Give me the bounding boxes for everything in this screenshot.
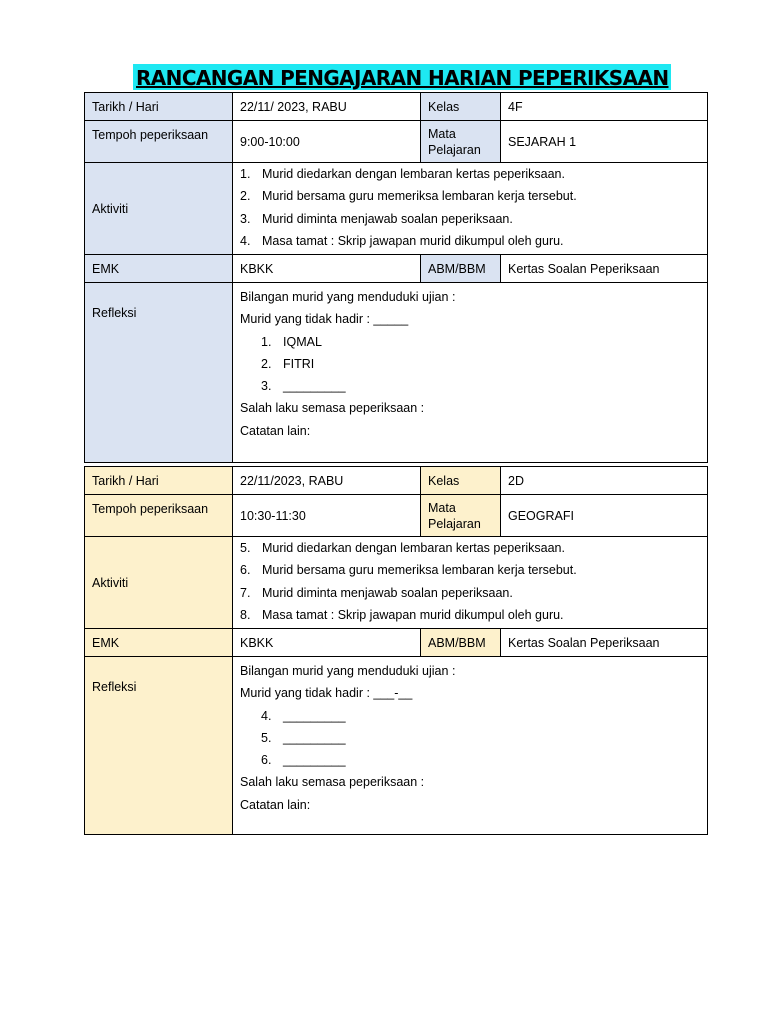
lesson-plan-table-1 [84,92,708,463]
refleksi-salah-laku: Salah laku semasa peperiksaan : [240,775,425,790]
refleksi-tidak-hadir: Murid yang tidak hadir : ___-__ [240,686,413,701]
absent-list [240,708,700,775]
list-text: Murid bersama guru memeriksa lembaran kerja tersebut. [262,189,577,204]
aktiviti-item [240,163,700,185]
value-tempoh: 9:00-10:00 [233,121,421,163]
list-number: 6. [261,753,272,768]
label-kelas: Kelas [421,93,501,121]
label-tarikh: Tarikh / Hari [85,93,233,121]
aktiviti-item [240,559,700,581]
absent-item [261,356,700,378]
absent-item [261,378,700,400]
lesson-plan-table-2 [84,466,708,835]
aktiviti-item [240,537,700,559]
absent-item [261,752,700,774]
list-text: _________ [283,708,346,723]
refleksi-catatan: Catatan lain: [240,423,311,438]
label-refleksi: Refleksi [85,657,233,835]
list-text: Murid diedarkan dengan lembaran kertas peperiksaan. [262,167,565,181]
value-tempoh: 10:30-11:30 [233,495,421,537]
list-text: _________ [283,730,346,745]
label-aktiviti: Aktiviti [85,163,233,255]
label-emk: EMK [85,629,233,657]
list-number: 5. [240,541,251,555]
refleksi-cell [233,657,708,835]
value-mata-pelajaran: SEJARAH 1 [501,121,708,163]
list-number: 5. [261,730,272,745]
aktiviti-list [233,163,708,255]
value-mata-pelajaran: GEOGRAFI [501,495,708,537]
list-number: 8. [240,607,251,622]
value-emk: KBKK [233,255,421,283]
aktiviti-item [240,582,700,604]
label-abm: ABM/BBM [421,629,501,657]
aktiviti-item [240,185,700,207]
value-abm: Kertas Soalan Peperiksaan [501,629,708,657]
label-emk: EMK [85,255,233,283]
list-number: 4. [261,708,272,723]
value-emk: KBKK [233,629,421,657]
list-text: FITRI [283,356,315,371]
list-text: _________ [283,753,346,768]
label-refleksi: Refleksi [85,283,233,463]
list-number: 4. [240,233,251,248]
list-number: 2. [261,356,272,371]
list-number: 6. [240,563,251,578]
absent-item [261,730,700,752]
aktiviti-item [240,230,700,252]
list-number: 3. [261,379,272,394]
list-text: Murid diminta menjawab soalan peperiksaan. [262,585,513,600]
absent-item [261,708,700,730]
label-tempoh: Tempoh peperiksaan [85,121,233,163]
label-tempoh: Tempoh peperiksaan [85,495,233,537]
list-text: Murid bersama guru memeriksa lembaran kerja tersebut. [262,563,577,578]
label-mata-pelajaran: Mata Pelajaran [421,121,501,163]
list-text: Murid diminta menjawab soalan peperiksaan. [262,211,513,226]
refleksi-cell [233,283,708,463]
value-kelas: 4F [501,93,708,121]
value-abm: Kertas Soalan Peperiksaan [501,255,708,283]
list-number: 3. [240,211,251,226]
label-tarikh: Tarikh / Hari [85,467,233,495]
refleksi-bilangan: Bilangan murid yang menduduki ujian : [240,290,456,304]
list-text: IQMAL [283,334,322,349]
list-number: 7. [240,585,251,600]
list-text: Masa tamat : Skrip jawapan murid dikumpul oleh guru. [262,233,564,248]
list-number: 1. [240,167,251,181]
value-kelas: 2D [501,467,708,495]
label-mata-pelajaran: Mata Pelajaran [421,495,501,537]
absent-item [261,334,700,356]
page-title: RANCANGAN PENGAJARAN HARIAN PEPERIKSAAN [133,64,671,90]
list-number: 1. [261,334,272,349]
aktiviti-item [240,208,700,230]
aktiviti-list [233,537,708,629]
value-tarikh: 22/11/ 2023, RABU [233,93,421,121]
list-text: _________ [283,379,346,394]
refleksi-bilangan: Bilangan murid yang menduduki ujian : [240,664,456,678]
refleksi-salah-laku: Salah laku semasa peperiksaan : [240,401,425,416]
absent-list [240,334,700,401]
value-tarikh: 22/11/2023, RABU [233,467,421,495]
label-aktiviti: Aktiviti [85,537,233,629]
list-text: Murid diedarkan dengan lembaran kertas peperiksaan. [262,541,565,555]
label-abm: ABM/BBM [421,255,501,283]
list-text: Masa tamat : Skrip jawapan murid dikumpul oleh guru. [262,607,564,622]
aktiviti-item [240,604,700,626]
refleksi-tidak-hadir: Murid yang tidak hadir : _____ [240,312,409,327]
label-kelas: Kelas [421,467,501,495]
list-number: 2. [240,189,251,204]
refleksi-catatan: Catatan lain: [240,797,311,812]
